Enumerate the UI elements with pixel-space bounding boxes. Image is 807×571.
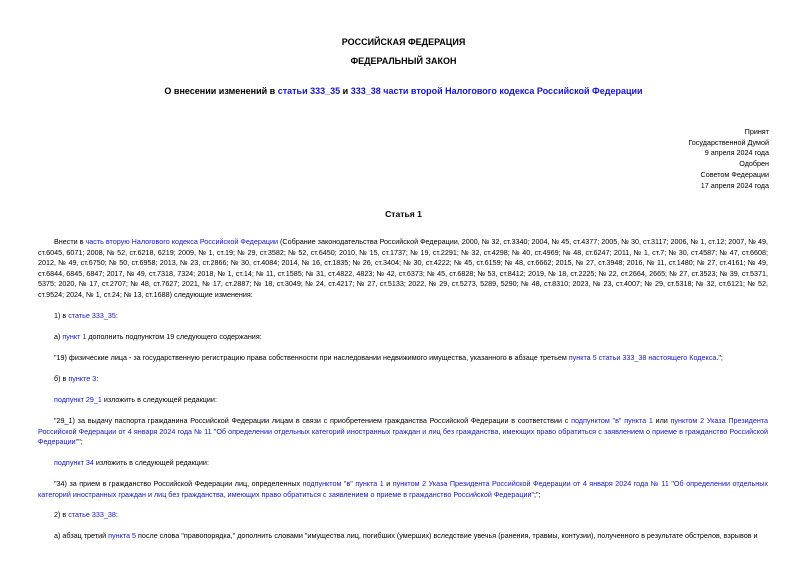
quote-19-link[interactable]: пункта 5 статьи 333_38 настоящего Кодекса [568,353,717,362]
quote-34-mid: и [383,479,393,488]
item-a2 [54,531,758,542]
article-intro-paragraph [38,237,768,301]
quote-34-link-1[interactable]: подпунктом "в" пункта 1 [302,479,384,488]
item-a2-link[interactable]: пункта 5 [108,531,137,540]
item-2 [54,510,118,521]
country-heading: РОССИЙСКАЯ ФЕДЕРАЦИЯ [341,37,466,47]
item-b-link[interactable]: пункте 3 [68,374,97,383]
adoption-line: 9 апреля 2024 года [704,148,769,158]
item-b-post: : [96,374,99,383]
adoption-line: Одобрен [739,159,769,169]
item-1-post: : [115,311,118,320]
quote-34-pre: "34) за прием в гражданство Российской Федерации лиц, определенных [54,479,303,488]
item-1-link[interactable]: статье 333_35 [68,311,116,320]
quote-29-1-mid: или [652,416,671,425]
quote-29-1-link-2[interactable]: пунктом 2 Указа Президента Российской Федерации от 4 января 2024 года № 11 "Об определении отдельных категорий иностранных граждан и лиц без гражданства, имеющих право обратиться с заявлением о приеме в гражданство Российской Федерации" [38,416,768,447]
quote-19-text: "19) физические лица - за государственную регистрацию права собственности при наследовании недвижимого имущества, указанного в абзаце третьем [54,353,569,362]
adoption-line: Советом Федерации [700,169,769,179]
adoption-line: 17 апреля 2024 года [700,180,769,190]
item-b-pre: б) в [54,374,69,383]
quote-19-post: ."; [716,353,723,362]
adoption-block [688,127,769,191]
article-heading: Статья 1 [385,209,422,219]
item-a-post: дополнить подпунктом 19 следующего содержания: [86,332,262,341]
subitem-34-link[interactable]: подпункт 34 [54,458,94,467]
item-2-link[interactable]: статье 333_38 [68,510,116,519]
item-2-post: : [115,510,118,519]
item-a [54,332,262,343]
law-title-mid: и [340,86,351,96]
item-a-pre: а) [54,332,63,341]
item-a2-pre: а) абзац третий [54,531,109,540]
law-title-link-333-35[interactable]: статьи 333_35 [277,86,341,96]
subitem-29-1 [54,395,217,406]
law-title-link-333-38[interactable]: 333_38 части второй Налогового кодекса Российской Федерации [350,86,643,96]
quote-34-link-2[interactable]: пунктом 2 Указа Президента Российской Федерации от 4 января 2024 года № 11 "Об определении отдельных категорий иностранных граждан и лиц без гражданства, имеющих право обратиться с заявлением о приеме в гражданство Российской Федерации" [38,479,769,499]
item-a-link[interactable]: пункт 1 [62,332,87,341]
quote-29-1-post: "; [78,437,83,447]
intro-link-tax-code[interactable]: часть вторую Налогового кодекса Российской Федерации [85,237,278,246]
quote-19 [54,353,723,364]
item-a2-post: после слова "правопорядка," дополнить словами "имущества лиц, погибших (умерших) вследствие увечья (ранения, травмы, контузии), полученного в результате обстрелов, взрывов и [136,531,758,540]
quote-29-1-pre: "29_1) за выдачу паспорта гражданина Российской Федерации лицам в связи с приобретением гражданства Российской Федерации в соответствии с [54,416,572,425]
item-2-pre: 2) в [54,510,69,519]
item-1-pre: 1) в [54,311,69,320]
item-1 [54,311,118,322]
quote-29-1 [38,416,768,448]
adoption-line: Принят [744,127,769,136]
item-b [54,374,98,385]
doc-type-heading: ФЕДЕРАЛЬНЫЙ ЗАКОН [350,56,457,66]
quote-29-1-link-1[interactable]: подпунктом "в" пункта 1 [571,416,653,425]
subitem-34 [54,458,209,469]
subitem-29-1-link[interactable]: подпункт 29_1 [54,395,102,404]
law-title [0,86,807,96]
law-title-pre: О внесении изменений в [164,86,278,96]
intro-pre: Внести в [54,237,86,246]
adoption-line: Государственной Думой [688,137,769,147]
subitem-34-post: изложить в следующей редакции: [93,458,209,467]
quote-34-post: ;"; [534,489,541,499]
quote-34 [38,479,768,500]
intro-text: (Собрание законодательства Российской Федерации, 2000, № 32, ст.3340; 2004, № 45, ст.4377; 2005, № 30, ст.3117; 2006, № 1, ст.12; 2007, № 49, ст.6045, 6071; 2008, № 52, ст.6218, 6219; 2009, № 1, ст.19; № 29, ст.3582; № 52, ст.6450; 2010, № 15, ст.1737; № 19, ст.2291; № 32, ст.4298; № 40, ст.4969; № 48, ст.6247; 2011, № 1, ст.7; № 30, ст.4587; № 47, ст.6608; 2012, № 49, ст.6750; № 50, ст.6958; 2013, № 23, ст.2866; № 30, ст.4084; 2014, № 16, ст.1835; № 26, ст.3404; № 30, ст.4222; № 45, ст.6159; № 48, ст.6662; 2015, № 27, ст.3948; 2016, № 11, ст.1480; № 27, ст.4161; № 49, ст.6844, 6845, 6847; 2017, № 49, ст.7318, 7324; 2018, № 1, ст.14; № 11, ст.1585; № 31, ст.4822, 4823; № 42, ст.6373; № 45, ст.6828; № 53, ст.8412; 2019, № 18, ст.2225; № 22, ст.2664, 2665; № 27, ст.3523; № 39, ст.5371, 5375; 2020, № 17, ст.2707; № 48, ст.7627; 2021, № 17, ст.2887; № 18, ст.3049; № 24, ст.4217; № 27, ст.5133; 2022, № 29, ст.5273, 5289, 5290; № 48, ст.8310; 2023, № 23, ст.4007; № 29, ст.5318; № 32, ст.6121; № 52, ст.9524; 2024, № 1, ст.24; № 13, ст.1688) следующие изменения: [38,237,768,299]
subitem-29-1-post: изложить в следующей редакции: [101,395,217,404]
